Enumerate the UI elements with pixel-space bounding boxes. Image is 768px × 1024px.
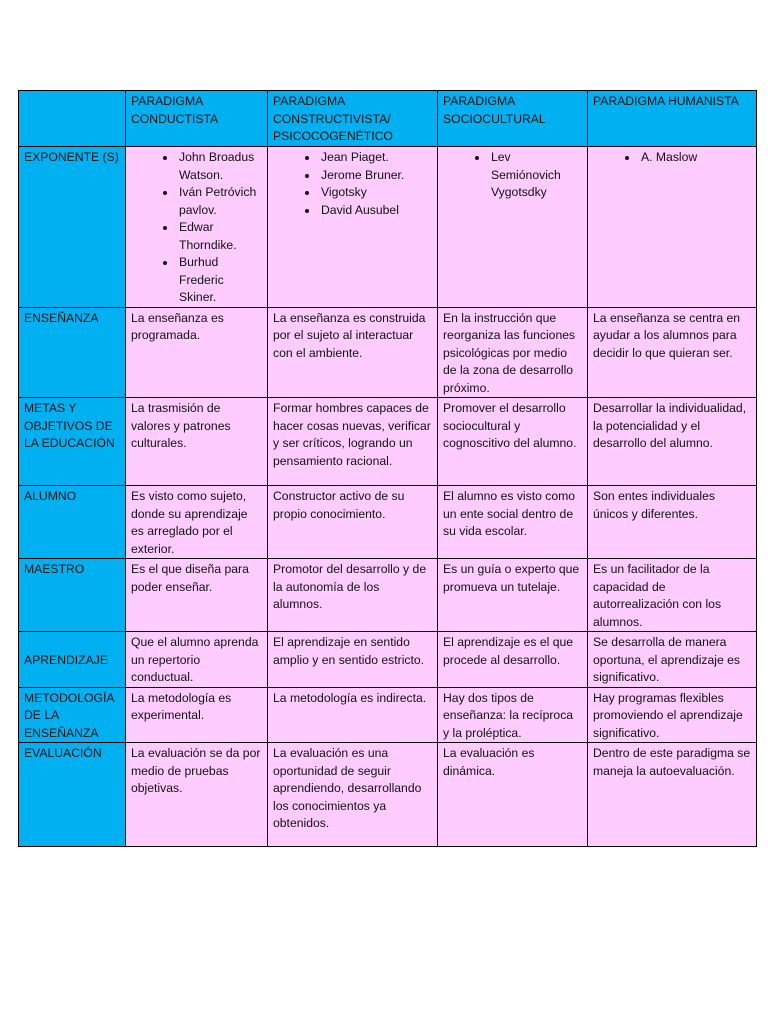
table-cell: Se desarrolla de manera oportuna, el aprendizaje es significativo.	[588, 632, 757, 688]
list-item: • Jerome Bruner.	[319, 167, 432, 185]
table-cell: Es el que diseña para poder enseñar.	[126, 559, 268, 632]
list-item: • A. Maslow	[639, 149, 751, 167]
table-cell: La enseñanza es construida por el sujeto al interactuar con el ambiente.	[268, 307, 438, 398]
table-cell: La trasmisión de valores y patrones culturales.	[126, 398, 268, 486]
paradigms-comparison-table	[18, 90, 757, 847]
exponent-list-constructivista	[273, 149, 432, 219]
table-cell: Es un guía o experto que promueva un tutelaje.	[438, 559, 588, 632]
cell-exponente-conductista	[126, 147, 268, 308]
list-item: • Jean Piaget.	[319, 149, 432, 167]
cell-exponente-sociocultural	[438, 147, 588, 308]
exponent-list-humanista	[593, 149, 751, 167]
header-humanista: PARADIGMA HUMANISTA	[588, 91, 757, 147]
table-cell: En la instrucción que reorganiza las funciones psicológicas por medio de la zona de desarrollo próximo.	[438, 307, 588, 398]
table-cell: La metodología es indirecta.	[268, 687, 438, 743]
row-label-maestro: MAESTRO	[19, 559, 126, 632]
table-cell: Es visto como sujeto, donde su aprendizaje es arreglado por el exterior.	[126, 486, 268, 559]
row-label-aprendizaje: APRENDIZAJE	[19, 632, 126, 688]
table-cell: Hay programas flexibles promoviendo el aprendizaje significativo.	[588, 687, 757, 743]
table-cell: Que el alumno aprenda un repertorio conductual.	[126, 632, 268, 688]
table-row-exponente	[19, 147, 757, 308]
table-row-alumno	[19, 486, 757, 559]
document-page	[18, 90, 756, 830]
table-cell: La evaluación es una oportunidad de seguir aprendiendo, desarrollando los conocimientos ya obtenidos.	[268, 743, 438, 847]
list-item: • Vigotsky	[319, 184, 432, 202]
table-cell: El aprendizaje es el que procede al desarrollo.	[438, 632, 588, 688]
table-row-ensenanza	[19, 307, 757, 398]
header-sociocultural: PARADIGMA SOCIOCULTURAL	[438, 91, 588, 147]
cell-exponente-humanista	[588, 147, 757, 308]
table-cell: Son entes individuales únicos y diferentes.	[588, 486, 757, 559]
table-cell: Desarrollar la individualidad, la potencialidad y el desarrollo del alumno.	[588, 398, 757, 486]
list-item: • Iván Petróvich pavlov.	[177, 184, 262, 219]
row-label-metodologia: METODOLOGÍA DE LA ENSEÑANZA	[19, 687, 126, 743]
header-constructivista: PARADIGMA CONSTRUCTIVISTA/ PSICOCOGENÉTICO	[268, 91, 438, 147]
table-row-metodologia	[19, 687, 757, 743]
row-label-alumno: ALUMNO	[19, 486, 126, 559]
table-row-evaluacion	[19, 743, 757, 847]
table-row-aprendizaje	[19, 632, 757, 688]
list-item: • Lev Semiónovich Vygotsdky	[489, 149, 582, 202]
header-row	[19, 91, 757, 147]
table-cell: La enseñanza es programada.	[126, 307, 268, 398]
table-row-metas	[19, 398, 757, 486]
table-cell: Constructor activo de su propio conocimiento.	[268, 486, 438, 559]
row-label-metas: METAS Y OBJETIVOS DE LA EDUCACIÓN	[19, 398, 126, 486]
table-row-maestro	[19, 559, 757, 632]
table-cell: Dentro de este paradigma se maneja la autoevaluación.	[588, 743, 757, 847]
row-label-exponente: EXPONENTE (S)	[19, 147, 126, 308]
table-cell: El alumno es visto como un ente social dentro de su vida escolar.	[438, 486, 588, 559]
list-item: • Edwar Thorndike.	[177, 219, 262, 254]
list-item: • John Broadus Watson.	[177, 149, 262, 184]
row-label-ensenanza: ENSEÑANZA	[19, 307, 126, 398]
table-cell: Formar hombres capaces de hacer cosas nuevas, verificar y ser críticos, logrando un pensamiento racional.	[268, 398, 438, 486]
table-cell: Hay dos tipos de enseñanza: la recíproca y la proléptica.	[438, 687, 588, 743]
table-cell: El aprendizaje en sentido amplio y en sentido estricto.	[268, 632, 438, 688]
list-item: • David Ausubel	[319, 202, 432, 220]
table-cell: Promover el desarrollo sociocultural y cognoscitivo del alumno.	[438, 398, 588, 486]
table-cell: La enseñanza se centra en ayudar a los alumnos para decidir lo que quieran ser.	[588, 307, 757, 398]
table-cell: Es un facilitador de la capacidad de autorrealización con los alumnos.	[588, 559, 757, 632]
exponent-list-conductista	[131, 149, 262, 307]
header-corner-cell	[19, 91, 126, 147]
row-label-evaluacion: EVALUACIÓN	[19, 743, 126, 847]
header-conductista: PARADIGMA CONDUCTISTA	[126, 91, 268, 147]
table-cell: La metodología es experimental.	[126, 687, 268, 743]
list-item: • Burhud Frederic Skiner.	[177, 254, 262, 307]
table-cell: La evaluación se da por medio de pruebas objetivas.	[126, 743, 268, 847]
cell-exponente-constructivista	[268, 147, 438, 308]
table-cell: Promotor del desarrollo y de la autonomía de los alumnos.	[268, 559, 438, 632]
exponent-list-sociocultural	[443, 149, 582, 202]
table-cell: La evaluación es dinámica.	[438, 743, 588, 847]
